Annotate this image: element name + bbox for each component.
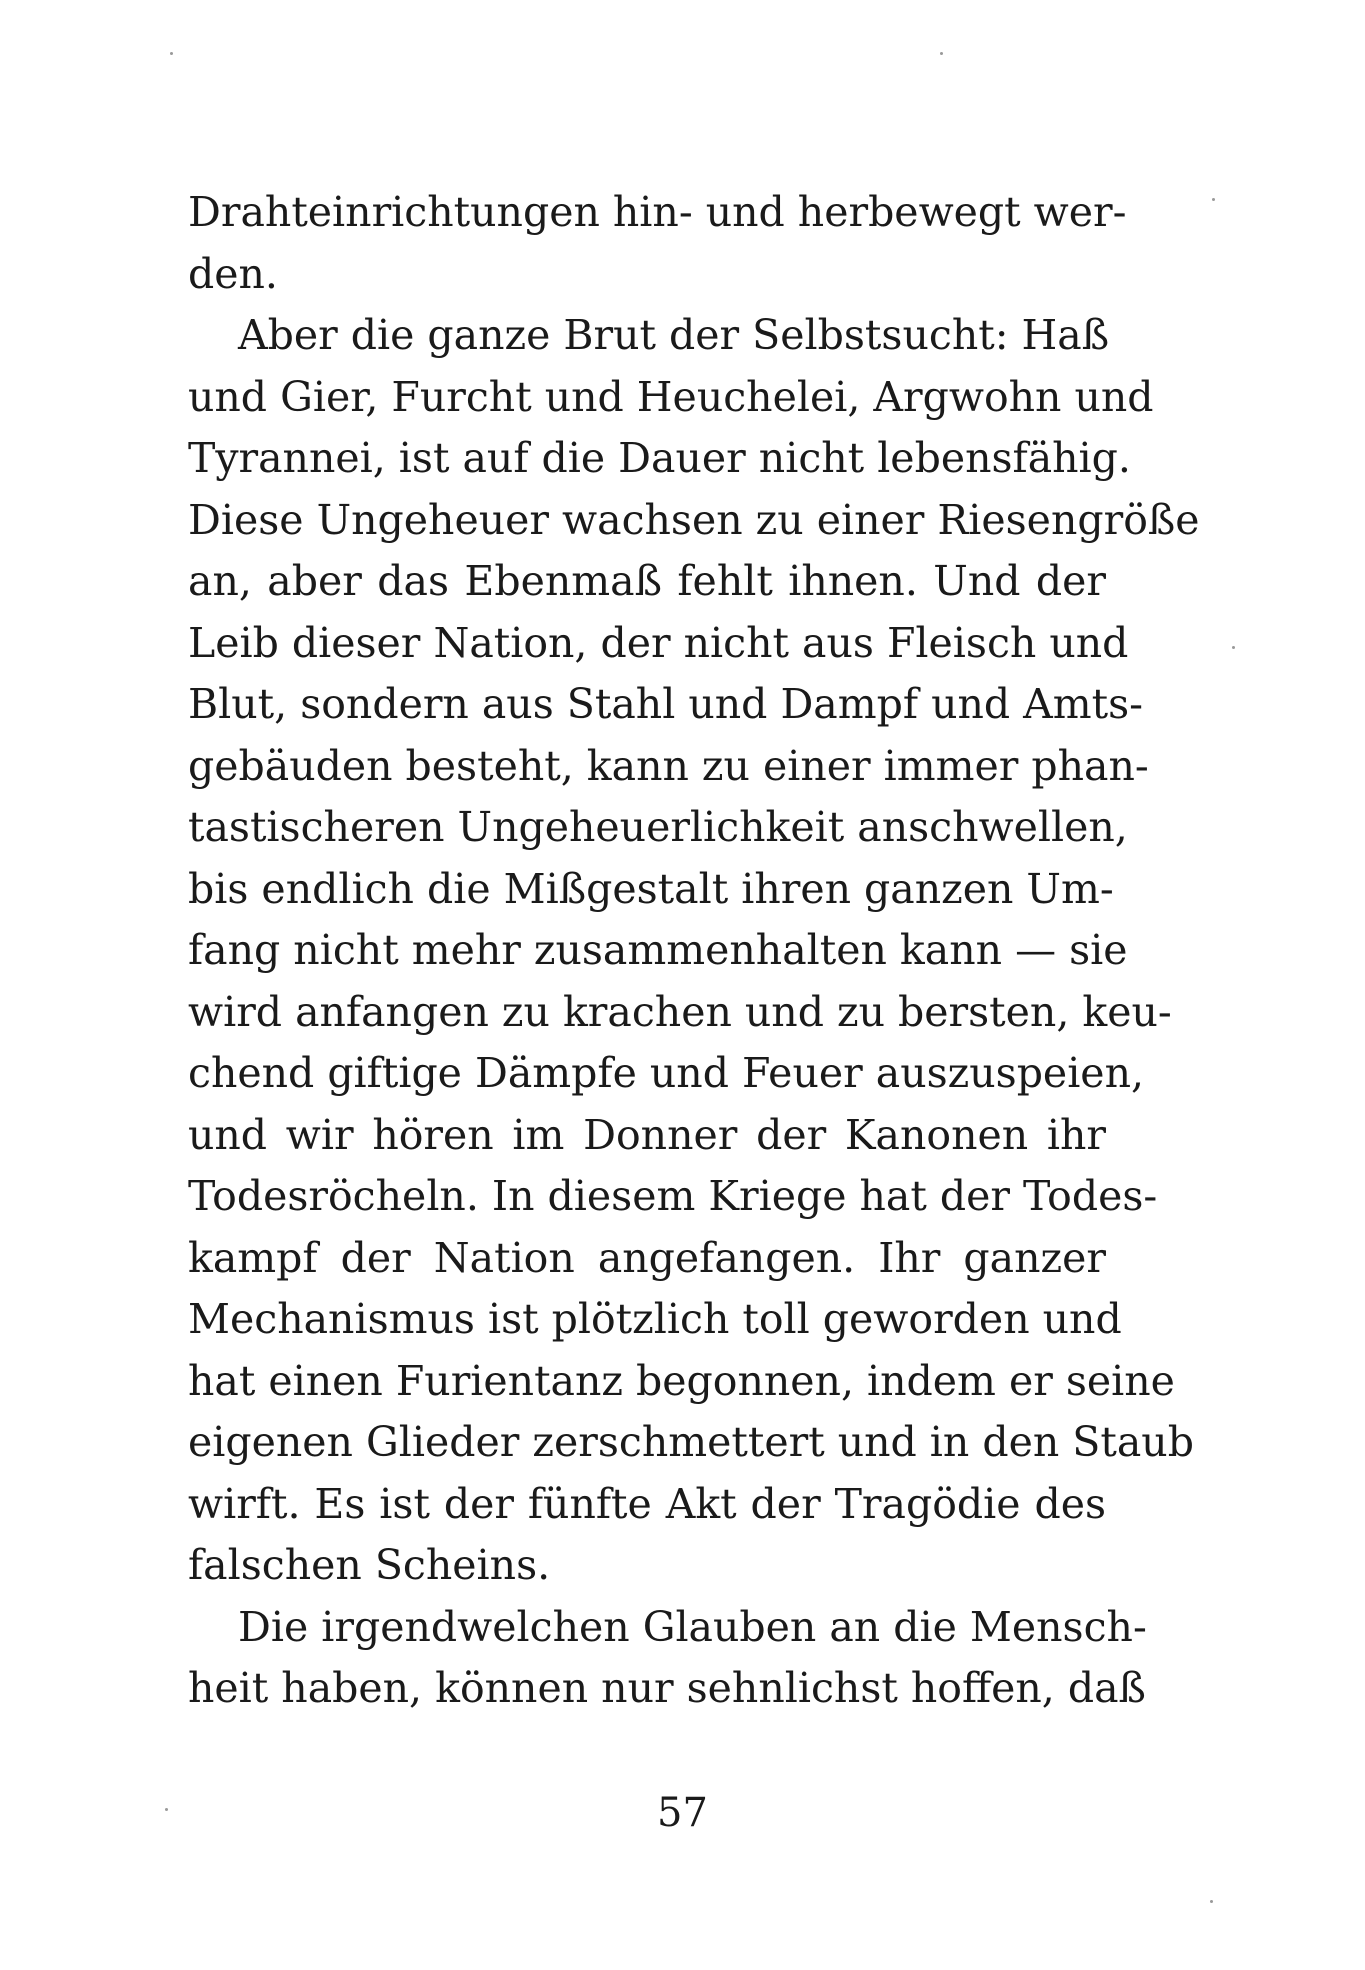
paragraph-start-line: Aber die ganze Brut der Selbstsucht: Haß: [238, 311, 1110, 359]
text-line: den.: [188, 249, 278, 298]
text-line: Mechanismus ist plötzlich toll geworden und: [188, 1295, 1122, 1343]
text-line: falschen Scheins.: [188, 1541, 551, 1589]
text-line: Blut, sondern aus Stahl und Dampf und Amts-: [188, 680, 1144, 728]
text-line: Leib dieser Nation, der nicht aus Fleisch und: [188, 618, 1129, 667]
paper-speck: [170, 52, 173, 55]
paper-speck: [940, 52, 943, 55]
page-number: 57: [657, 1790, 708, 1836]
text-line: kampf der Nation angefangen. Ihr ganzer: [188, 1233, 1106, 1282]
text-line: bis endlich die Mißgestalt ihren ganzen Um-: [188, 864, 1114, 913]
paper-speck: [1212, 198, 1215, 201]
paper-speck: [1232, 646, 1235, 649]
paragraph-start-line: Die irgendwelchen Glauben an die Mensch-: [238, 1602, 1147, 1651]
text-line: wirft. Es ist der fünfte Akt der Tragödie des: [188, 1479, 1106, 1528]
text-line: und wir hören im Donner der Kanonen ihr: [188, 1110, 1106, 1159]
text-line: Diese Ungeheuer wachsen zu einer Riesengröße: [188, 495, 1200, 544]
text-line: wird anfangen zu krachen und zu bersten, keu-: [188, 987, 1172, 1036]
paper-speck: [165, 1808, 168, 1811]
text-line: fang nicht mehr zusammenhalten kann — sie: [188, 926, 1128, 974]
text-line: Todesröcheln. In diesem Kriege hat der Todes-: [188, 1172, 1158, 1220]
text-line: Tyrannei, ist auf die Dauer nicht lebensfähig.: [188, 434, 1131, 482]
text-line: chend giftige Dämpfe und Feuer auszuspeien,: [188, 1049, 1145, 1097]
text-line: gebäuden besteht, kann zu einer immer phan-: [188, 741, 1149, 790]
text-line: heit haben, können nur sehnlichst hoffen, daß: [188, 1664, 1146, 1712]
text-line: Drahteinrichtungen hin- und herbewegt wer-: [188, 188, 1127, 236]
text-line: an, aber das Ebenmaß fehlt ihnen. Und der: [188, 557, 1106, 605]
body-text: [188, 182, 1200, 1720]
text-line: hat einen Furientanz begonnen, indem er seine: [188, 1356, 1175, 1405]
paper-speck: [1210, 1900, 1213, 1903]
text-line: und Gier, Furcht und Heuchelei, Argwohn und: [188, 372, 1154, 421]
text-line: tastischeren Ungeheuerlichkeit anschwellen,: [188, 803, 1128, 851]
text-line: eigenen Glieder zerschmettert und in den Staub: [188, 1418, 1194, 1466]
